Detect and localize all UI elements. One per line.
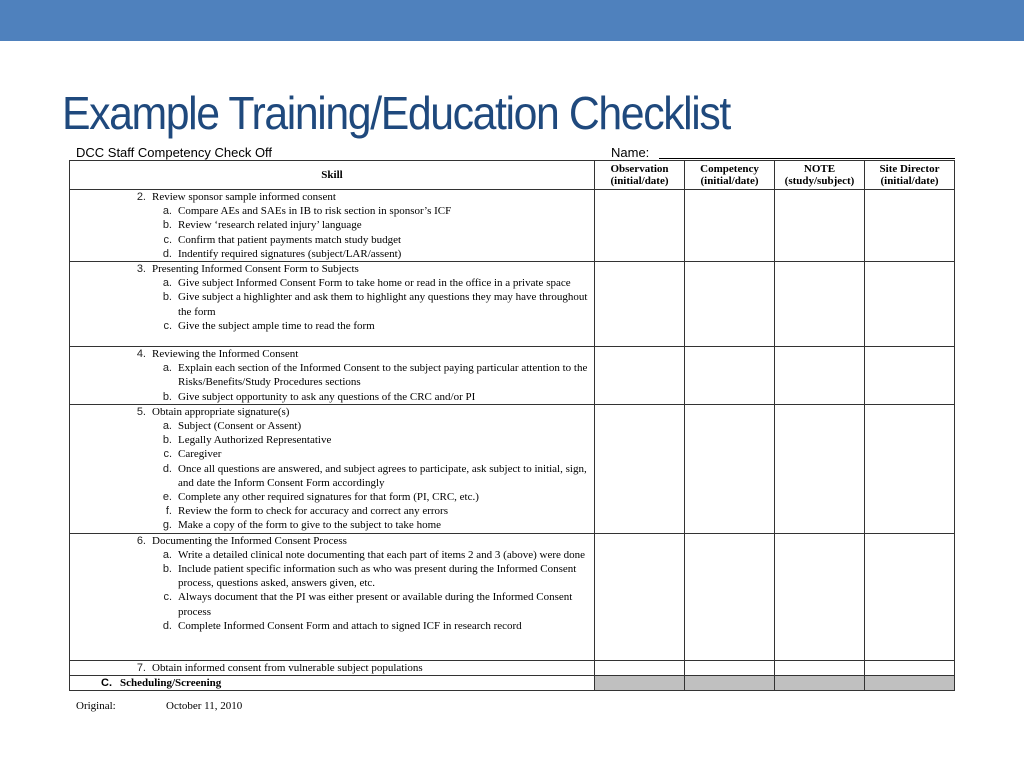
sub-item-letter: b.	[162, 434, 172, 447]
column-title: NOTE	[803, 163, 836, 175]
skill-cell	[70, 262, 595, 347]
sub-item	[70, 562, 594, 590]
sub-item-text: Include patient specific information such as who was present during the Informed Consent process, questions asked, answers given, etc.	[178, 563, 577, 590]
sub-item	[70, 590, 594, 618]
site-director-cell[interactable]	[865, 347, 955, 405]
competency-cell[interactable]	[685, 660, 775, 675]
section-header-row	[70, 675, 955, 690]
column-subtitle: (study/subject)	[784, 175, 855, 187]
column-title: Competency	[700, 163, 759, 175]
sub-item-text: Write a detailed clinical note documenting that each part of items 2 and 3 (above) were done	[178, 548, 586, 561]
sub-item	[70, 419, 594, 433]
skill-item	[70, 405, 594, 419]
skill-cell	[70, 404, 595, 533]
note-cell[interactable]	[775, 660, 865, 675]
sub-item-letter: c.	[163, 448, 172, 461]
column-title: Site Director	[879, 163, 940, 175]
sub-item-letter: b.	[162, 291, 172, 304]
sub-item-letter: a.	[162, 277, 172, 290]
sub-item-text: Give subject a highlighter and ask them to highlight any questions they may have throughout the form	[178, 291, 588, 318]
sub-item-text: Give subject opportunity to ask any questions of the CRC and/or PI	[178, 390, 476, 403]
footer-original-date: October 11, 2010	[166, 700, 243, 712]
item-number: 7.	[136, 661, 146, 674]
site-director-cell[interactable]	[865, 262, 955, 347]
note-cell[interactable]	[775, 404, 865, 533]
table-row	[70, 347, 955, 405]
site-director-cell[interactable]	[865, 404, 955, 533]
name-label: Name:	[611, 145, 650, 160]
sub-item-letter: b.	[162, 563, 172, 576]
column-title: Skill	[321, 169, 343, 181]
competency-table	[69, 160, 955, 691]
observation-cell[interactable]	[595, 660, 685, 675]
sub-item-text: Legally Authorized Representative	[178, 434, 332, 447]
sub-item	[70, 276, 594, 290]
sub-item-text: Compare AEs and SAEs in IB to risk section in sponsor’s ICF	[178, 205, 452, 218]
sub-item-text: Review the form to check for accuracy and correct any errors	[178, 505, 448, 518]
shaded-cell	[865, 675, 955, 690]
note-cell[interactable]	[775, 347, 865, 405]
sub-item	[70, 233, 594, 247]
item-number: 2.	[136, 191, 146, 203]
column-header-skill	[70, 161, 595, 190]
sub-item	[70, 504, 594, 518]
sub-item-letter: e.	[162, 491, 172, 504]
competency-cell[interactable]	[685, 347, 775, 405]
competency-cell[interactable]	[685, 404, 775, 533]
table-header-row	[70, 161, 955, 190]
section-c-cell	[70, 675, 595, 690]
sub-item-letter: d.	[162, 619, 172, 632]
sub-item-letter: c.	[163, 591, 172, 604]
column-subtitle: (initial/date)	[700, 175, 759, 187]
document-heading: DCC Staff Competency Check Off	[76, 145, 273, 160]
sub-item-text: Once all questions are answered, and subject agrees to participate, ask subject to initial, sign, and date the Inform Consent Form accordingly	[178, 462, 587, 489]
table-row	[70, 262, 955, 347]
sub-item-letter: c.	[163, 319, 172, 332]
sub-item	[70, 361, 594, 389]
footer-original-label: Original:	[76, 700, 116, 712]
sub-item	[70, 290, 594, 318]
site-director-cell[interactable]	[865, 660, 955, 675]
skill-cell	[70, 533, 595, 660]
sub-item-text: Explain each section of the Informed Consent to the subject paying particular attention to the Risks/Benefits/Study Procedures sections	[178, 362, 588, 389]
observation-cell[interactable]	[595, 347, 685, 405]
section-title: Scheduling/Screening	[120, 676, 222, 689]
column-title: Observation	[610, 163, 669, 175]
skill-item	[70, 534, 594, 548]
table-row	[70, 190, 955, 262]
item-label: Reviewing the Informed Consent	[152, 348, 299, 361]
competency-cell[interactable]	[685, 262, 775, 347]
sub-item-letter: d.	[162, 247, 172, 260]
section-letter: C.	[101, 676, 112, 689]
name-field[interactable]	[659, 158, 955, 159]
sub-item	[70, 390, 594, 404]
sub-item-letter: a.	[162, 420, 172, 433]
observation-cell[interactable]	[595, 262, 685, 347]
column-header-note	[775, 161, 865, 190]
sub-item	[70, 462, 594, 490]
note-cell[interactable]	[775, 190, 865, 262]
skill-item	[70, 347, 594, 361]
sub-item	[70, 619, 594, 633]
sub-item-text: Review ‘research related injury’ language	[178, 219, 362, 232]
observation-cell[interactable]	[595, 190, 685, 262]
sub-item-text: Make a copy of the form to give to the subject to take home	[178, 519, 442, 532]
sub-item	[70, 204, 594, 218]
skill-item	[70, 262, 594, 276]
sub-item-text: Give subject Informed Consent Form to take home or read in the office in a private space	[178, 277, 571, 290]
item-number: 5.	[136, 405, 146, 418]
item-number: 4.	[136, 348, 146, 361]
item-number: 6.	[136, 534, 146, 547]
note-cell[interactable]	[775, 262, 865, 347]
shaded-cell	[595, 675, 685, 690]
observation-cell[interactable]	[595, 404, 685, 533]
item-label: Presenting Informed Consent Form to Subjects	[152, 263, 359, 276]
shaded-cell	[775, 675, 865, 690]
sub-item	[70, 247, 594, 261]
item-number: 3.	[136, 263, 146, 276]
skill-cell	[70, 347, 595, 405]
note-cell[interactable]	[775, 533, 865, 660]
competency-cell[interactable]	[685, 190, 775, 262]
column-subtitle: (initial/date)	[880, 175, 939, 187]
skill-cell	[70, 190, 595, 262]
column-header-site-director	[865, 161, 955, 190]
sub-item	[70, 548, 594, 562]
sub-item-letter: d.	[162, 462, 172, 475]
slide-title: Example Training/Education Checklist	[62, 87, 730, 139]
site-director-cell[interactable]	[865, 190, 955, 262]
table-row	[70, 533, 955, 660]
site-director-cell[interactable]	[865, 533, 955, 660]
table-row	[70, 404, 955, 533]
sub-item-text: Give the subject ample time to read the form	[178, 319, 375, 332]
competency-cell[interactable]	[685, 533, 775, 660]
sub-item-text: Indentify required signatures (subject/LAR/assent)	[178, 247, 402, 260]
item-label: Obtain informed consent from vulnerable subject populations	[152, 661, 423, 674]
header-band	[0, 0, 1024, 41]
sub-item-text: Confirm that patient payments match study budget	[178, 233, 402, 246]
shaded-cell	[685, 675, 775, 690]
skill-item	[70, 661, 594, 675]
sub-item-letter: a.	[162, 205, 172, 218]
item-label: Documenting the Informed Consent Process	[152, 534, 347, 547]
sub-item-letter: a.	[162, 548, 172, 561]
skill-cell	[70, 660, 595, 675]
sub-item-letter: f.	[165, 505, 172, 518]
table-row	[70, 660, 955, 675]
sub-item-letter: b.	[162, 390, 172, 403]
section-c-label	[70, 676, 594, 690]
sub-item-text: Subject (Consent or Assent)	[178, 420, 302, 433]
column-subtitle: (initial/date)	[610, 175, 669, 187]
sub-item	[70, 218, 594, 232]
observation-cell[interactable]	[595, 533, 685, 660]
sub-item	[70, 447, 594, 461]
sub-item	[70, 490, 594, 504]
column-header-observation	[595, 161, 685, 190]
sub-item	[70, 319, 594, 333]
item-label: Review sponsor sample informed consent	[152, 191, 336, 203]
sub-item-text: Always document that the PI was either present or available during the Informed Consent process	[178, 591, 573, 618]
skill-item	[70, 190, 594, 204]
sub-item-text: Complete Informed Consent Form and attach to signed ICF in research record	[178, 619, 522, 632]
sub-item-letter: g.	[162, 519, 172, 532]
sub-item-text: Caregiver	[178, 448, 222, 461]
sub-item	[70, 518, 594, 532]
sub-item-letter: b.	[162, 219, 172, 232]
sub-item	[70, 433, 594, 447]
sub-item-letter: a.	[162, 362, 172, 375]
column-header-competency	[685, 161, 775, 190]
sub-item-text: Complete any other required signatures for that form (PI, CRC, etc.)	[178, 491, 479, 504]
sub-item-letter: c.	[163, 233, 172, 246]
item-label: Obtain appropriate signature(s)	[152, 405, 290, 418]
